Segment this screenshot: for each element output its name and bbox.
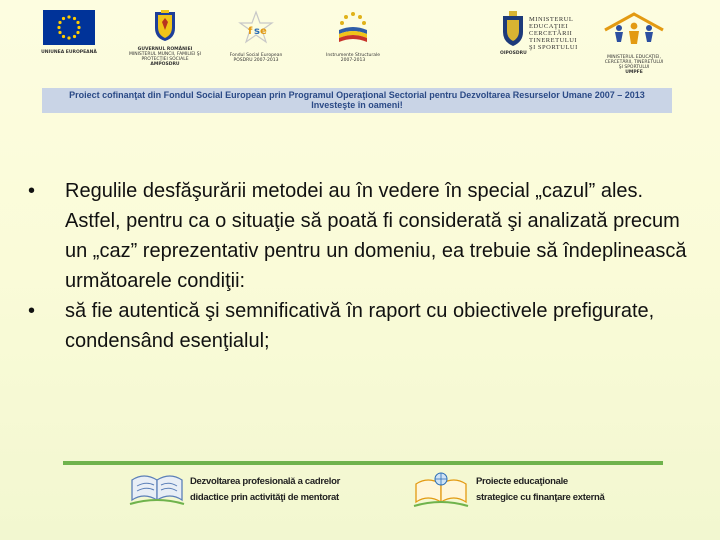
fse-logo: f s e Fondul Social European POSDRU 2007-2013 bbox=[226, 10, 286, 63]
open-book-globe-icon bbox=[412, 470, 470, 510]
svg-text:f: f bbox=[248, 26, 253, 37]
cofinancing-banner bbox=[42, 88, 672, 113]
bullet-marker: • bbox=[28, 300, 36, 322]
bullet-list bbox=[28, 176, 688, 356]
banner-line-2: Investeşte în oameni! bbox=[311, 100, 403, 110]
svg-text:e: e bbox=[260, 26, 267, 37]
bullet-text: să fie autentică şi semnificativă în raport cu obiectivele prefigurate, condensând esenţialul; bbox=[65, 300, 655, 352]
footer-left-title: Dezvoltarea profesională a cadrelor didactice prin activităţi de mentorat bbox=[190, 476, 341, 503]
ministry-crest-icon bbox=[500, 10, 526, 48]
ministry-education-logo: MINISTERUL EDUCAŢIEI CERCETĂRII TINERETULUI ŞI SPORTULUI OIPOSDRU bbox=[500, 10, 582, 56]
footer-right-title: Proiecte educaţionale strategice cu finanţare externă bbox=[476, 476, 605, 503]
banner-line-1: Proiect cofinanţat din Fondul Social European prin Programul Operaţional Sectorial pentru Dezvoltarea Resurselor Umane 2007 – 2013 bbox=[69, 90, 645, 100]
mentoring-book-logo bbox=[128, 470, 186, 515]
list-item bbox=[28, 296, 688, 356]
projects-book-logo bbox=[412, 470, 470, 515]
structural-instruments-icon bbox=[333, 10, 373, 48]
structural-instruments-logo: Instrumente Structurale 2007-2013 bbox=[322, 10, 384, 63]
list-item bbox=[28, 176, 688, 296]
coat-of-arms-icon bbox=[152, 10, 178, 42]
gov-logo: GUVERNUL ROMÂNIEI MINISTERUL MUNCII, FAMILIEI ŞI PROTECŢIEI SOCIALE AMPOSDRU bbox=[124, 10, 206, 67]
house-family-icon bbox=[601, 10, 667, 50]
eu-caption: UNIUNEA EUROPEANĂ bbox=[41, 50, 97, 55]
footer-divider bbox=[63, 461, 663, 465]
fse-star-icon bbox=[238, 10, 274, 48]
oiposdru-caption: OIPOSDRU bbox=[500, 51, 527, 56]
logo-bar bbox=[0, 0, 720, 82]
open-book-icon bbox=[128, 470, 186, 510]
svg-text:s: s bbox=[254, 26, 260, 37]
eu-flag-icon bbox=[43, 10, 95, 45]
umpfe-logo: MINISTERUL EDUCAŢIEI, CERCETĂRII, TINERETULUI ŞI SPORTULUI UMPFE bbox=[598, 10, 670, 75]
bullet-text: Regulile desfăşurării metodei au în vedere în special „cazul” ales. Astfel, pentru ca o situaţie să poată fi considerată şi analizată precum un „caz” reprezentativ pentru un domeniu, ea trebuie să îndeplinească următoarele condiţii: bbox=[65, 180, 687, 292]
eu-logo bbox=[40, 10, 98, 55]
bullet-marker: • bbox=[28, 180, 36, 202]
